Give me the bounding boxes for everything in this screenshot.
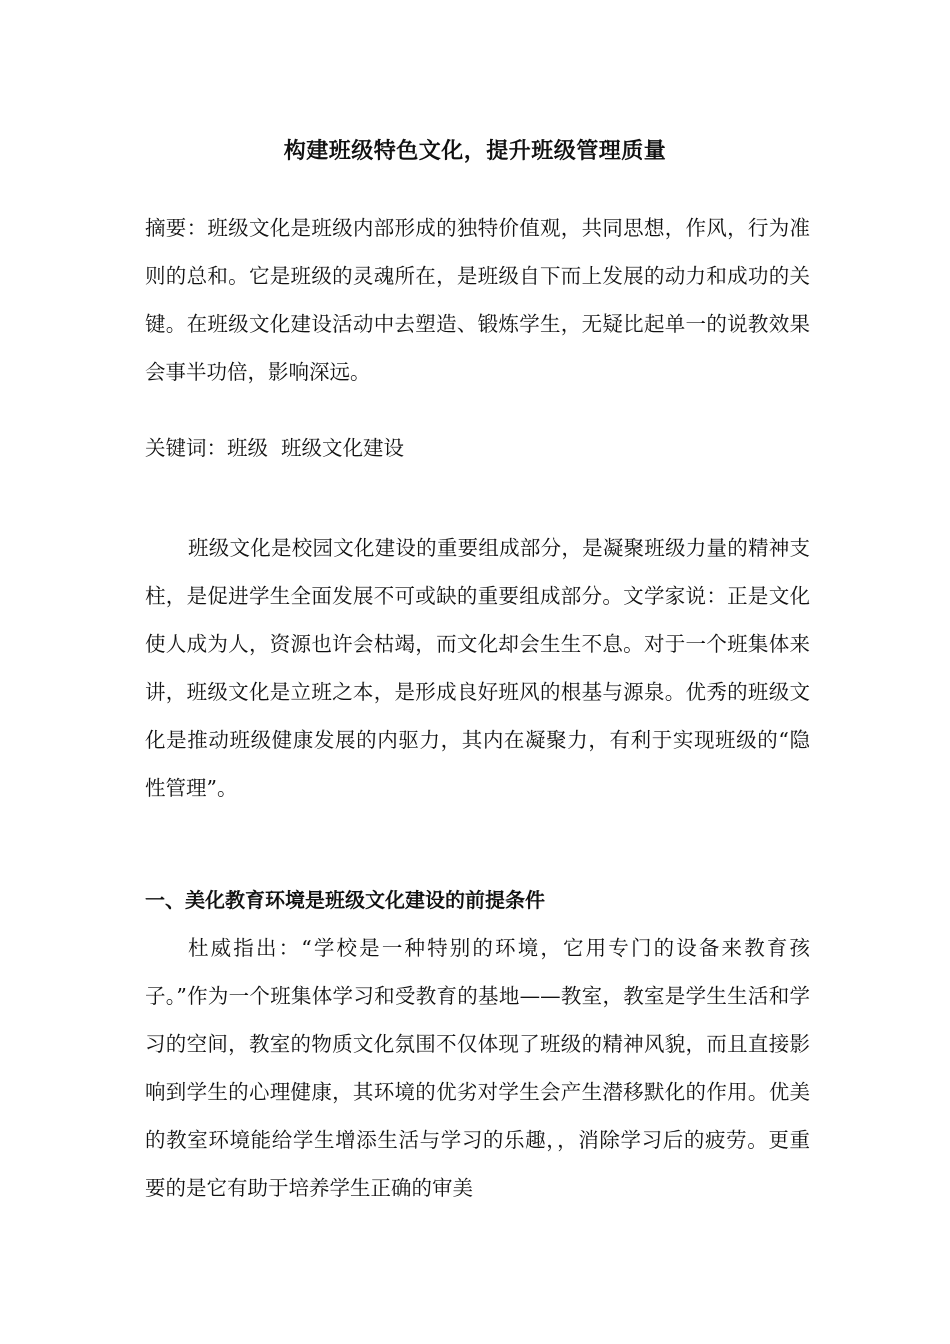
keywords-line: 关键词：班级 班级文化建设 bbox=[145, 436, 405, 460]
document-title: 构建班级特色文化，提升班级管理质量 bbox=[283, 139, 667, 164]
section-heading-1: 一、美化教育环境是班级文化建设的前提条件 bbox=[145, 888, 545, 912]
abstract-paragraph: 摘要：班级文化是班级内部形成的独特价值观，共同思想，作风，行为准则的总和。它是班级的灵魂所在，是班级自下而上发展的动力和成功的关键。在班级文化建设活动中去塑造、锻炼学生，无疑比起单一的说教效果会事半功倍，影响深远。 bbox=[145, 216, 810, 384]
body-paragraph-2: 杜威指出：“学校是一种特别的环境，它用专门的设备来教育孩子。”作为一个班集体学习和受教育的基地——教室，教室是学生生活和学习的空间，教室的物质文化氛围不仅体现了班级的精神风貌，而且直接影响到学生的心理健康，其环境的优劣对学生会产生潜移默化的作用。优美的教室环境能给学生增添生活与学习的乐趣，，消除学习后的疲劳。更重要的是它有助于培养学生正确的审美 bbox=[145, 936, 810, 1200]
body-paragraph-1: 班级文化是校园文化建设的重要组成部分，是凝聚班级力量的精神支柱，是促进学生全面发展不可或缺的重要组成部分。文学家说：正是文化使人成为人，资源也许会枯竭，而文化却会生生不息。对于一个班集体来讲，班级文化是立班之本，是形成良好班风的根基与源泉。优秀的班级文化是推动班级健康发展的内驱力，其内在凝聚力，有利于实现班级的“隐性管理”。 bbox=[145, 536, 810, 800]
